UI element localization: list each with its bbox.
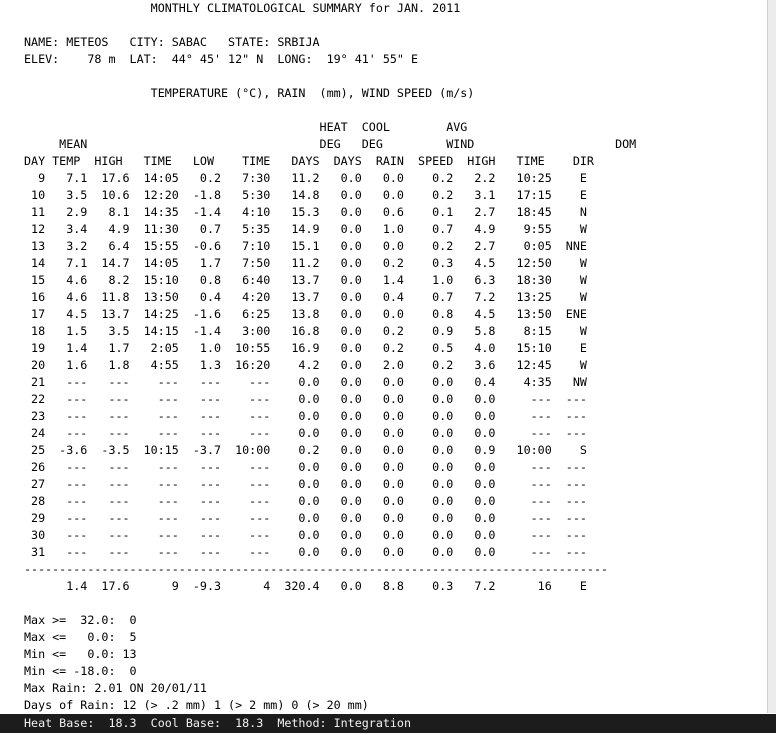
table-row: 28 --- --- --- --- --- 0.0 0.0 0.0 0.0 0.0 --- --- — [24, 494, 587, 508]
footer-line: Min <= -18.0: 0 — [24, 664, 137, 678]
table-row: 9 7.1 17.6 14:05 0.2 7:30 11.2 0.0 0.0 0.2 2.2 10:25 E — [24, 171, 587, 185]
table-row: 21 --- --- --- --- --- 0.0 0.0 0.0 0.0 0.4 4:35 NW — [24, 375, 587, 389]
status-bar — [0, 714, 776, 733]
footer-line: Max Rain: 2.01 ON 20/01/11 — [24, 681, 207, 695]
status-line: Heat Base: 18.3 Cool Base: 18.3 Method: Integration — [24, 716, 412, 730]
report-title: MONTHLY CLIMATOLOGICAL SUMMARY for JAN. 2011 — [24, 1, 461, 15]
table-row: 31 --- --- --- --- --- 0.0 0.0 0.0 0.0 0.0 --- --- — [24, 545, 587, 559]
vertical-scrollbar[interactable] — [767, 0, 776, 713]
table-row: 17 4.5 13.7 14:25 -1.6 6:25 13.8 0.0 0.0 0.8 4.5 13:50 ENE — [24, 307, 587, 321]
table-row: 29 --- --- --- --- --- 0.0 0.0 0.0 0.0 0.0 --- --- — [24, 511, 587, 525]
table-row: 19 1.4 1.7 2:05 1.0 10:55 16.9 0.0 0.2 0.5 4.0 15:10 E — [24, 341, 587, 355]
footer-line: Days of Rain: 12 (> .2 mm) 1 (> 2 mm) 0 (> 20 mm) — [24, 698, 369, 712]
table-row: 30 --- --- --- --- --- 0.0 0.0 0.0 0.0 0.0 --- --- — [24, 528, 587, 542]
table-row: 18 1.5 3.5 14:15 -1.4 3:00 16.8 0.0 0.2 0.9 5.8 8:15 W — [24, 324, 587, 338]
table-row: 14 7.1 14.7 14:05 1.7 7:50 11.2 0.0 0.2 0.3 4.5 12:50 W — [24, 256, 587, 270]
separator-line: ----------------------------------------------------------------------------------- — [24, 562, 609, 576]
footer-line: Max <= 0.0: 5 — [24, 630, 137, 644]
table-row: 20 1.6 1.8 4:55 1.3 16:20 4.2 0.0 2.0 0.2 3.6 12:45 W — [24, 358, 587, 372]
table-row: 26 --- --- --- --- --- 0.0 0.0 0.0 0.0 0.0 --- --- — [24, 460, 587, 474]
table-row: 16 4.6 11.8 13:50 0.4 4:20 13.7 0.0 0.4 0.7 7.2 13:25 W — [24, 290, 587, 304]
climatological-summary-report — [24, 0, 636, 714]
footer-line: Max >= 32.0: 0 — [24, 613, 137, 627]
totals-row: 1.4 17.6 9 -9.3 4 320.4 0.0 8.8 0.3 7.2 16 E — [24, 579, 587, 593]
table-row: 11 2.9 8.1 14:35 -1.4 4:10 15.3 0.0 0.6 0.1 2.7 18:45 N — [24, 205, 587, 219]
table-row: 27 --- --- --- --- --- 0.0 0.0 0.0 0.0 0.0 --- --- — [24, 477, 587, 491]
table-row: 23 --- --- --- --- --- 0.0 0.0 0.0 0.0 0.0 --- --- — [24, 409, 587, 423]
column-header-line: MEAN DEG DEG WIND DOM — [24, 137, 637, 151]
footer-line: Min <= 0.0: 13 — [24, 647, 137, 661]
column-header-line: HEAT COOL AVG — [24, 120, 468, 134]
table-row: 12 3.4 4.9 11:30 0.7 5:35 14.9 0.0 1.0 0.7 4.9 9:55 W — [24, 222, 587, 236]
table-row: 24 --- --- --- --- --- 0.0 0.0 0.0 0.0 0.0 --- --- — [24, 426, 587, 440]
units-line: TEMPERATURE (°C), RAIN (mm), WIND SPEED (m/s) — [24, 86, 475, 100]
table-row: 13 3.2 6.4 15:55 -0.6 7:10 15.1 0.0 0.0 0.2 2.7 0:05 NNE — [24, 239, 587, 253]
station-line: NAME: METEOS CITY: SABAC STATE: SRBIJA — [24, 35, 320, 49]
table-row: 10 3.5 10.6 12:20 -1.8 5:30 14.8 0.0 0.0 0.2 3.1 17:15 E — [24, 188, 587, 202]
table-row: 15 4.6 8.2 15:10 0.8 6:40 13.7 0.0 1.4 1.0 6.3 18:30 W — [24, 273, 587, 287]
table-row: 25 -3.6 -3.5 10:15 -3.7 10:00 0.2 0.0 0.0 0.0 0.9 10:00 S — [24, 443, 587, 457]
location-line: ELEV: 78 m LAT: 44° 45' 12" N LONG: 19° 41' 55" E — [24, 52, 419, 66]
column-header-line: DAY TEMP HIGH TIME LOW TIME DAYS DAYS RAIN SPEED HIGH TIME DIR — [24, 154, 594, 168]
table-row: 22 --- --- --- --- --- 0.0 0.0 0.0 0.0 0.0 --- --- — [24, 392, 587, 406]
